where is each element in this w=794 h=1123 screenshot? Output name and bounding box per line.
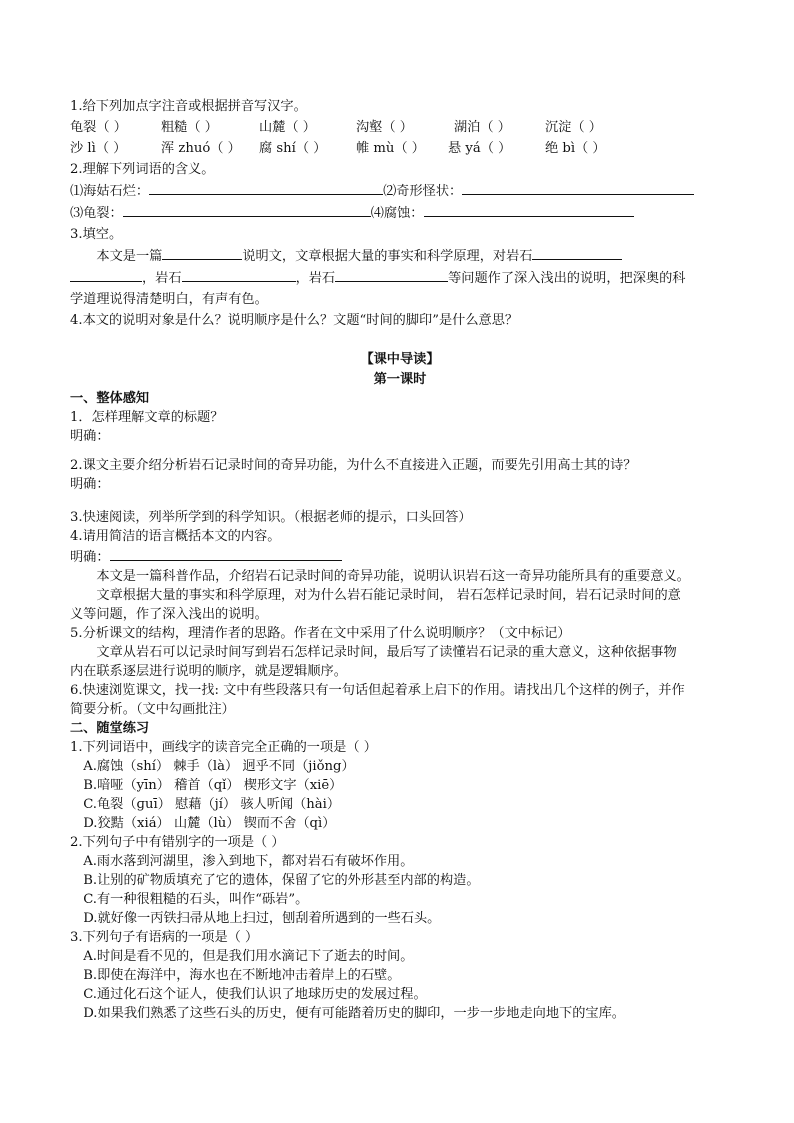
question: 2.课文主要介绍分析岩石记录时间的奇异功能，为什么不直接进入正题，而要先引用高士其的诗？	[70, 458, 637, 473]
answer-blank[interactable]	[149, 180, 383, 195]
vocab-item: 沉淀（ ）	[545, 120, 602, 135]
exercise-option: C.龟裂（ɡuī） 慰藉（jí） 骇人听闻（hài）	[83, 797, 341, 812]
q2-title: 2.理解下列词语的含义。	[70, 162, 215, 177]
term-label: ⑷腐蚀：	[370, 206, 424, 221]
exercise-option: A.腐蚀（shí） 棘手（là） 迥乎不同（jiǒng）	[83, 759, 355, 774]
exercise-question: 2.下列句子中有错别字的一项是（ ）	[70, 835, 285, 850]
term-label: ⑶龟裂：	[70, 206, 123, 221]
exercise-question: 3.下列句子有语病的一项是（ ）	[70, 930, 259, 945]
fill-text: 本文是一篇	[96, 249, 163, 264]
answer-blank[interactable]	[123, 202, 371, 217]
q3-title: 3.填空。	[70, 227, 123, 242]
question: 6.快速浏览课文，找一找: 文中有些段落只有一句话但起着承上启下的作用。请找出几个这样的例子，并作	[70, 683, 685, 698]
vocab-item: 粗糙（ ）	[161, 120, 218, 135]
term-label: ⑵奇形怪状：	[383, 184, 463, 199]
answer-label: 明确：	[70, 550, 110, 565]
question: 3.快速阅读，列举所学到的科学知识。（根据老师的提示，口头回答）	[70, 510, 472, 525]
vocab-item: 龟裂（ ）	[70, 120, 127, 135]
exercise-option: A.雨水落到河湖里，渗入到地下，都对岩石有破坏作用。	[83, 854, 414, 869]
q1-title: 1.给下列加点字注音或根据拼音写汉字。	[70, 99, 307, 114]
fill-text: 等问题作了深入浅出的说明，把深奥的科	[448, 271, 686, 286]
exercise-option: A.时间是看不见的，但是我们用水滴记下了逝去的时间。	[83, 949, 414, 964]
exercise-question: 1.下列词语中，画线字的读音完全正确的一项是（ ）	[70, 740, 377, 755]
section-heading: 【课中导读】	[360, 352, 440, 367]
exercise-option: D.狡黠（xiá） 山麓（lù） 锲而不舍（qì）	[83, 816, 336, 831]
section-subheading: 第一课时	[373, 372, 427, 387]
part-title: 二、随堂练习	[70, 721, 150, 736]
q3-line1	[70, 245, 730, 267]
answer-text: 文章从岩石可以记录时间写到岩石怎样记录时间，最后写了读懂岩石记录的重大意义，这种依据事物	[96, 645, 677, 660]
answer-blank[interactable]	[162, 245, 242, 260]
answer-blank[interactable]	[70, 267, 142, 282]
q3-line3: 学道理说得清楚明白，有声有色。	[70, 292, 268, 307]
question: 简要分析。（文中勾画批注）	[70, 702, 235, 717]
q2-row1	[70, 180, 730, 202]
answer-row	[70, 546, 730, 567]
fill-text: ，岩石	[142, 271, 182, 286]
vocab-item: 绝 bì（ ）	[545, 141, 606, 156]
answer-blank[interactable]	[110, 546, 342, 561]
exercise-option: C.通过化石这个证人，使我们认识了地球历史的发展过程。	[83, 987, 427, 1002]
vocab-item: 悬 yá（ ）	[448, 141, 512, 156]
vocab-item: 山麓（ ）	[259, 120, 316, 135]
vocab-item: 湖泊（ ）	[454, 120, 511, 135]
q1-row1	[70, 117, 730, 138]
answer-label: 明确：	[70, 477, 110, 492]
exercise-option: D.如果我们熟悉了这些石头的历史，便有可能踏着历史的脚印，一步一步地走向地下的宝库。	[83, 1006, 625, 1021]
answer-text: 文章根据大量的事实和科学原理，对为什么岩石能记录时间， 岩石怎样记录时间，岩石记录时间的意	[96, 588, 681, 603]
exercise-option: B.即使在海洋中，海水也在不断地冲击着岸上的石壁。	[83, 968, 401, 983]
q4: 4.本文的说明对象是什么？说明顺序是什么？文题“时间的脚印”是什么意思？	[70, 313, 519, 328]
answer-text: 内在联系逐层进行说明的顺序，就是逻辑顺序。	[70, 664, 347, 679]
answer-text: 义等问题，作了深入浅出的说明。	[70, 607, 268, 622]
vocab-item: 腐 shí（ ）	[259, 141, 327, 156]
answer-blank[interactable]	[462, 180, 694, 195]
question: 5.分析课文的结构，理清作者的思路。作者在文中采用了什么说明顺序？（文中标记）	[70, 626, 571, 641]
worksheet-page	[70, 96, 730, 1023]
vocab-item: 沟壑（ ）	[356, 120, 413, 135]
fill-text: 说明文，文章根据大量的事实和科学原理，对岩石	[242, 249, 533, 264]
exercise-option: C.有一种很粗糙的石头，叫作“砾岩”。	[83, 892, 309, 907]
q2-row2	[70, 202, 730, 224]
answer-blank[interactable]	[182, 267, 296, 282]
answer-blank[interactable]	[532, 245, 622, 260]
question: 4.请用简洁的语言概括本文的内容。	[70, 529, 281, 544]
answer-label: 明确：	[70, 429, 110, 444]
q3-line2	[70, 267, 730, 289]
answer-text: 本文是一篇科普作品，介绍岩石记录时间的奇异功能，说明认识岩石这一奇异功能所具有的重要意义。	[96, 569, 690, 584]
exercise-option: B.喑哑（yīn） 稽首（qǐ） 楔形文字（xiē）	[83, 778, 343, 793]
q1-row2	[70, 138, 730, 159]
vocab-item: 帷 mù（ ）	[356, 141, 425, 156]
fill-text: ，岩石	[295, 271, 336, 286]
part-title: 一、整体感知	[70, 391, 150, 406]
exercise-option: B.让别的矿物质填充了它的遗体，保留了它的外形甚至内部的构造。	[83, 873, 480, 888]
answer-blank[interactable]	[335, 267, 448, 282]
term-label: ⑴海姑石烂：	[70, 184, 150, 199]
vocab-item: 浑 zhuó（ ）	[161, 141, 241, 156]
answer-blank[interactable]	[424, 202, 634, 217]
vocab-item: 沙 lì（ ）	[70, 141, 127, 156]
exercise-option: D.就好像一丙铁扫帚从地上扫过，刨刮着所遇到的一些石头。	[83, 911, 441, 926]
question: 1．怎样理解文章的标题？	[70, 410, 224, 425]
